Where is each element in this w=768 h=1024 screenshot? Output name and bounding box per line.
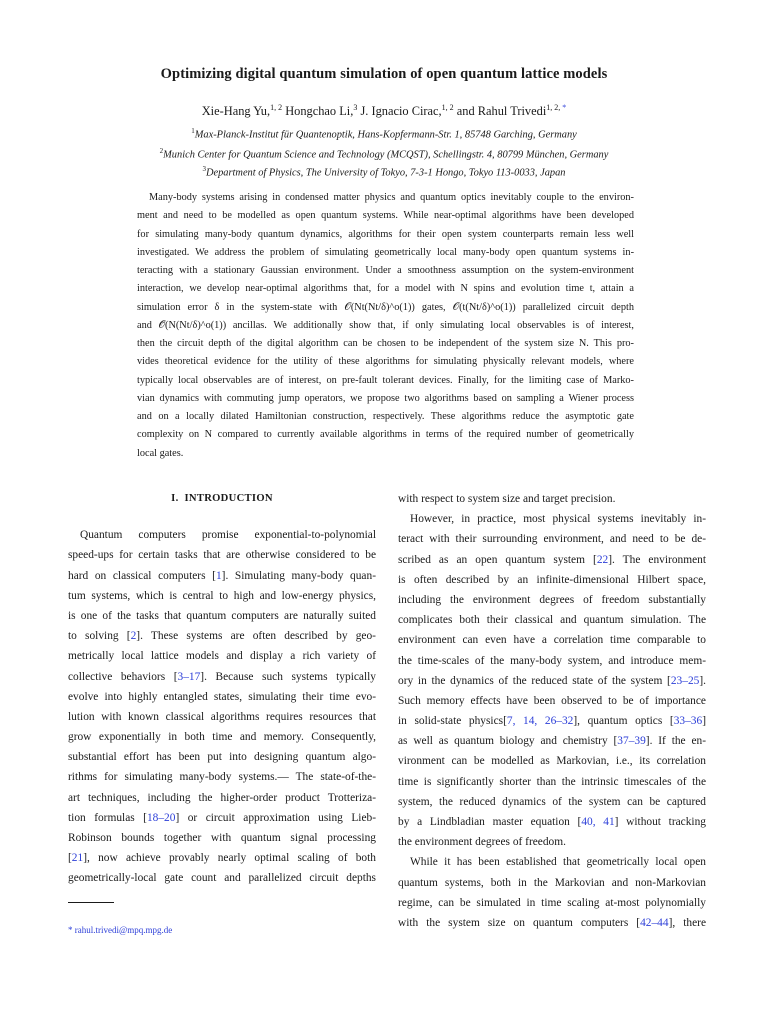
text-line: lution with known classical algorithms requires resources that [68, 710, 376, 723]
citation-link[interactable]: 40, 41 [581, 816, 615, 828]
abstract-line: local gates. [137, 447, 184, 459]
citation-link[interactable]: 23–25 [670, 674, 700, 687]
text-line: with respect to system size and target precision. [398, 493, 616, 505]
text-line: art techniques, including the higher-order product Trotteriza- [68, 791, 376, 804]
affiliation-mark: 3 [202, 165, 206, 173]
affiliation [0, 165, 768, 178]
text-segment: collective behaviors [ [68, 670, 178, 683]
citation-link[interactable]: 1 [215, 569, 222, 582]
text-line: rithms for simulating many-body systems.— The state-of-the- [68, 771, 376, 784]
text-line: system, the reduced dynamics of the system can be captured [398, 795, 706, 808]
text-line: is one of the tasks that quantum computers are naturally suited [68, 609, 376, 622]
text-line: While it has been established that geometrically local open [410, 856, 706, 869]
text-line [68, 848, 376, 868]
text-line: metrically local lattice models and display a rich variety of [68, 650, 376, 663]
text-segment: ] or circuit approximation using Lieb- [175, 811, 376, 824]
abstract-line: simulation error δ in the system-state with 𝒪(Nt(Nt/δ)^o(1)) gates, 𝒪(t(Nt/δ)^o(1)) parallelized circuit depth [137, 301, 634, 313]
text-segment: ]. Simulating many-body quan- [221, 569, 376, 582]
section-title: INTRODUCTION [184, 493, 273, 504]
text-segment: ] [702, 715, 706, 728]
author-affiliation-mark: 3 [353, 103, 358, 112]
abstract-line: and on a locally dilated Hamiltonian construction, respectively. These algorithms reduce the asymptotic gate [137, 411, 634, 422]
citation-link[interactable]: 18–20 [146, 811, 176, 824]
author-affiliation-mark [546, 103, 566, 112]
abstract [137, 189, 634, 463]
text-line: geometrically-local gate count and parallelized circuit depths [68, 872, 376, 885]
text-line [398, 731, 706, 751]
citation-link[interactable]: 33–36 [673, 715, 703, 728]
text-segment: ]. Because such systems typically [200, 670, 377, 683]
section-number: I. [171, 493, 179, 504]
section-heading [68, 489, 376, 509]
text-line: regime, can be simulated in time scaling at-most polynomially [398, 896, 706, 909]
citation-link[interactable]: 37–39 [617, 735, 646, 748]
affiliation-text: Department of Physics, The University of Tokyo, 7-3-1 Hongo, Tokyo 113-0033, Japan [206, 167, 566, 179]
abstract-line: complexity on N compared to currently available algorithms in terms of the required number of geometrically [137, 429, 634, 441]
abstract-line: for simulating many-body quantum dynamics, algorithms for their open system counterparts remain less well [137, 228, 634, 240]
text-line [68, 626, 376, 646]
text-segment: ]. If the en- [645, 735, 706, 748]
text-segment: tion formulas [ [68, 811, 147, 824]
citation-link[interactable]: 7, 14, 26–32 [506, 715, 574, 728]
footnote-divider [68, 902, 114, 903]
text-line: the time-scales of the many-body system, and introduce mem- [398, 654, 706, 667]
footnote-mark: * [68, 925, 73, 935]
text-line: quantum systems, both in the Markovian and non-Markovian [398, 876, 706, 889]
text-line: vironment can be modelled as Markovian, i.e., its correlation [398, 755, 706, 768]
text-line: speed-ups for certain tasks that are otherwise considered to be [68, 549, 376, 562]
right-column [398, 489, 706, 933]
text-segment: ory in the dynamics of the reduced state of the system [ [398, 674, 671, 687]
affiliation-mark: 1 [191, 127, 195, 135]
text-line: time is significantly shorter than the intrinsic timescales of the [398, 775, 706, 788]
abstract-line: investigated. We address the problem of simulating geometrically local many-body open quantum systems in- [137, 246, 634, 258]
abstract-line: and 𝒪̃(N(Nt/δ)^o(1)) ancillas. We additionally show that, if only simulating local observables is of interest, [137, 319, 634, 331]
abstract-line: Many-body systems arising in condensed matter physics and quantum optics inevitably couple to the environ- [149, 192, 634, 203]
paper-title: Optimizing digital quantum simulation of open quantum lattice models [160, 66, 608, 82]
text-line: grow exponentially in both time and memory. Consequently, [68, 731, 376, 744]
abstract-line: ment and need to be modelled as open quantum systems. While near-optimal algorithms have been developed [137, 210, 634, 222]
author-name: J. Ignacio Cirac, [360, 104, 442, 119]
citation-link[interactable]: 22 [596, 553, 609, 566]
text-line: complicates both their classical and quantum simulation. The [398, 614, 706, 627]
text-segment: with the system size on quantum computers [ [398, 916, 641, 929]
text-line: the environment degrees of freedom. [398, 836, 566, 849]
text-line: evolve into highly entangled states, simulating their time evo- [68, 690, 376, 703]
abstract-line: typically local observables are of interest, on pre-fault tolerant devices. Finally, for the limiting case of Marko- [137, 374, 634, 386]
text-line [398, 913, 706, 933]
text-line [68, 566, 376, 586]
text-segment: as well as quantum biology and chemistry [ [398, 735, 618, 748]
text-segment: ], quantum optics [ [573, 715, 674, 728]
text-segment: ]. These systems are often described by geo- [136, 630, 376, 643]
left-column [68, 489, 376, 889]
affiliation-text: Munich Center for Quantum Science and Technology (MCQST), Schellingstr. 4, 80799 München, Germany [163, 149, 609, 161]
text-segment: ]. [699, 674, 706, 687]
affiliation-text: Max-Planck-Institut für Quantenoptik, Hans-Kopfermann-Str. 1, 85748 Garching, Germany [194, 129, 577, 141]
text-line: environment can even have a correlation time comparable to [398, 634, 706, 647]
text-line: including the environment degrees of freedom substantially [398, 593, 706, 606]
citation-link[interactable]: 3–17 [177, 670, 201, 683]
text-segment: ], there [668, 916, 706, 929]
author-affiliation-mark: 1, 2 [270, 103, 283, 112]
text-line: teract with their surrounding environment, and need to be de- [398, 533, 706, 546]
affiliation [0, 147, 768, 160]
abstract-line: teracting with a stationary Gaussian environment. Under a smoothness assumption on the system-environment [137, 265, 634, 276]
right-column-text [398, 489, 706, 933]
text-segment: by a Lindbladian master equation [ [398, 816, 582, 828]
citation-link[interactable]: 21 [71, 852, 84, 865]
author-affiliation-numbers: 1, 2, [546, 103, 563, 112]
text-segment: ] without tracking [614, 816, 706, 828]
citation-link[interactable]: 42–44 [640, 916, 669, 929]
author-name: and Rahul Trivedi [456, 104, 547, 119]
text-segment: hard on classical computers [ [68, 569, 216, 582]
text-segment: [ [68, 852, 72, 865]
text-line: substantial effort has been put into designing quantum algo- [68, 751, 376, 764]
footnote [68, 925, 172, 935]
affiliation [0, 127, 768, 140]
author-list [0, 103, 768, 119]
text-line [398, 671, 706, 691]
text-segment: ], now achieve provably nearly optimal scaling of both [83, 852, 376, 865]
abstract-line: then the circuit depth of the digital algorithm can be chosen to be independent of the system size N. This pro- [137, 338, 634, 349]
left-column-text [68, 525, 376, 888]
text-line: However, in practice, most physical systems inevitably in- [410, 513, 706, 526]
text-segment: scribed as an open quantum system [ [398, 553, 597, 566]
text-line [398, 711, 706, 731]
author-affiliation-mark: 1, 2 [441, 103, 454, 112]
author-name: Hongchao Li, [285, 104, 354, 119]
text-segment: to solving [ [68, 630, 131, 643]
text-line: Robinson bounds together with quantum signal processing [68, 832, 376, 844]
text-segment: ]. The environment [608, 553, 706, 566]
text-line [68, 808, 376, 828]
corresponding-author-link[interactable]: * [562, 103, 567, 112]
email-link[interactable]: rahul.trivedi@mpq.mpg.de [74, 925, 173, 935]
text-line: is often described by an infinite-dimensional Hilbert space, [398, 573, 706, 586]
abstract-line: vides theoretical evidence for the utility of these algorithms for simulating physically relevant models, where [137, 356, 634, 368]
text-line: Quantum computers promise exponential-to-polynomial [80, 529, 376, 542]
text-line [68, 667, 376, 687]
abstract-line: interaction, we develop near-optimal algorithms that, for a model with N spins and evolution time t, attain a [137, 283, 634, 295]
text-line [398, 812, 706, 832]
text-segment: in solid-state physics[ [398, 715, 507, 728]
text-line: Such memory effects have been observed to be of importance [398, 694, 706, 707]
author-name: Xie-Hang Yu, [201, 104, 271, 119]
abstract-line: vian dynamics with commuting jump operators, we propose two algorithms based on sampling a Wiener process [137, 392, 634, 404]
affiliation-mark: 2 [159, 147, 164, 155]
text-line [398, 550, 706, 570]
citation-link[interactable]: 2 [130, 630, 137, 643]
text-line: tum systems, which is central to high and low-energy physics, [68, 589, 376, 602]
